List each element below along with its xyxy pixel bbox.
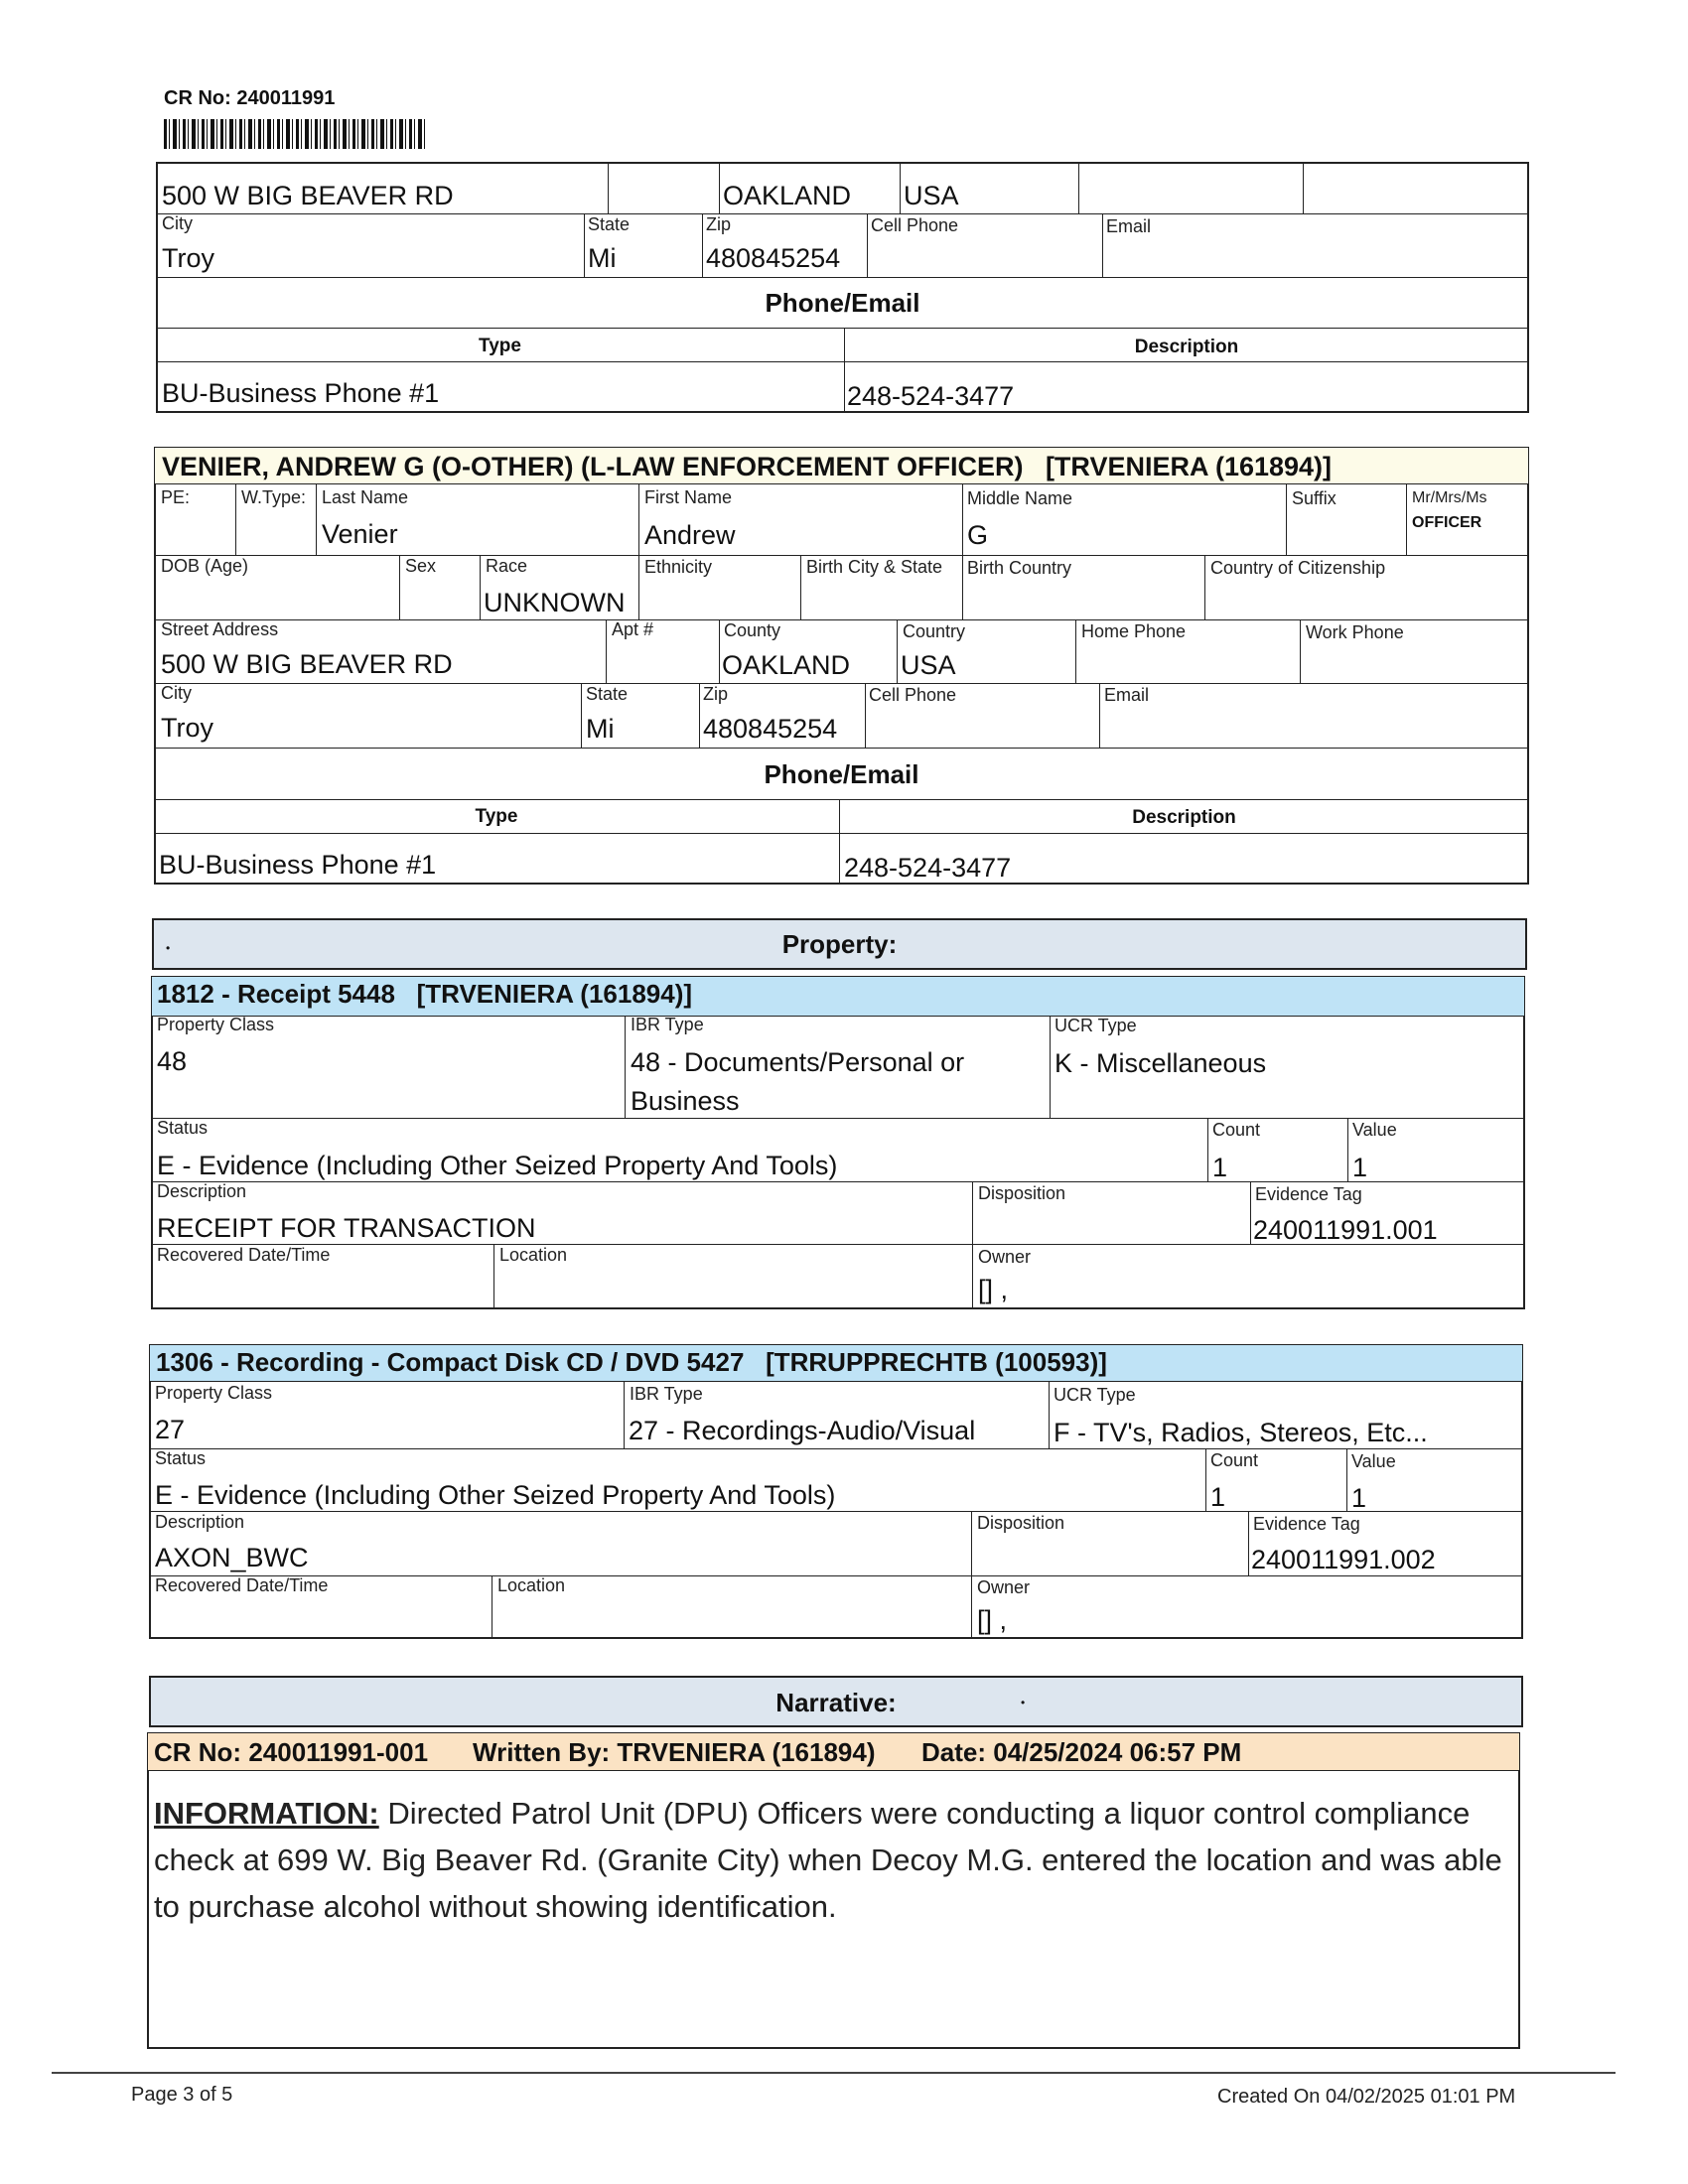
- property-item-1: [151, 976, 1525, 1309]
- item1-owner: [] ,: [978, 1275, 1009, 1304]
- p2-city-label: City: [161, 683, 192, 703]
- p2-last-name: Venier: [322, 519, 398, 549]
- p1-state: Mi: [588, 243, 617, 273]
- item2-owner-label: Owner: [977, 1577, 1031, 1597]
- item1-status-label: Status: [157, 1118, 209, 1138]
- p2-citizenship-label: Country of Citizenship: [1210, 558, 1386, 578]
- p2-home-phone-label: Home Phone: [1081, 621, 1187, 641]
- p1-street-address: 500 W BIG BEAVER RD: [162, 181, 454, 210]
- item2-disposition-label: Disposition: [977, 1513, 1065, 1533]
- narrative-cr-no: CR No: 240011991-001: [154, 1737, 429, 1767]
- cr-number: CR No: 240011991: [164, 87, 336, 109]
- item1-description: RECEIPT FOR TRANSACTION: [157, 1213, 536, 1243]
- item1-status: E - Evidence (Including Other Seized Property And Tools): [157, 1151, 838, 1180]
- item2-evidence-tag: 240011991.002: [1251, 1545, 1436, 1574]
- item1-ibr-type-label: IBR Type: [631, 1015, 704, 1034]
- p1-county: OAKLAND: [723, 181, 852, 210]
- p1-zip: 480845254: [706, 243, 841, 273]
- p2-first-name: Andrew: [644, 520, 736, 550]
- item1-property-class: 48: [157, 1046, 188, 1076]
- created-on: Created On 04/02/2025 01:01 PM: [1217, 2086, 1516, 2108]
- property-section-title: Property:: [781, 929, 898, 959]
- p2-type-header: Type: [475, 806, 518, 827]
- property-item-1-title: 1812 - Receipt 5448 [TRVENIERA (161894)]: [157, 979, 693, 1009]
- item2-description: AXON_BWC: [155, 1543, 309, 1572]
- item2-status-label: Status: [155, 1448, 207, 1468]
- item1-value: 1: [1352, 1153, 1368, 1182]
- p1-state-label: State: [588, 214, 631, 234]
- p2-zip: 480845254: [703, 714, 838, 744]
- p2-street-address: 500 W BIG BEAVER RD: [161, 649, 453, 679]
- p2-phone-email-title: Phone/Email: [764, 759, 919, 789]
- item2-ibr-type-label: IBR Type: [630, 1384, 703, 1404]
- page-number: Page 3 of 5: [131, 2084, 233, 2106]
- item2-ucr-type: F - TV's, Radios, Stereos, Etc...: [1054, 1418, 1428, 1447]
- p2-city: Troy: [161, 713, 213, 743]
- p2-first-name-label: First Name: [644, 487, 733, 507]
- p1-phone-number: 248-524-3477: [847, 381, 1015, 411]
- property-bullet: •: [166, 941, 171, 955]
- narrative-bullet: •: [1021, 1696, 1026, 1709]
- p2-birth-country-label: Birth Country: [967, 558, 1072, 578]
- item1-value-label: Value: [1352, 1120, 1397, 1140]
- p1-country: USA: [904, 181, 959, 210]
- p2-country: USA: [901, 650, 956, 680]
- item2-ucr-type-label: UCR Type: [1054, 1385, 1136, 1405]
- barcode: [164, 119, 427, 149]
- item1-disposition-label: Disposition: [978, 1183, 1066, 1203]
- p1-city-label: City: [162, 213, 193, 233]
- p1-phone-email-title: Phone/Email: [765, 288, 920, 318]
- footer-divider: [52, 2072, 1616, 2074]
- narrative-heading: INFORMATION:: [154, 1796, 379, 1831]
- item2-status: E - Evidence (Including Other Seized Property And Tools): [155, 1480, 836, 1510]
- narrative-date: Date: 04/25/2024 06:57 PM: [921, 1737, 1242, 1767]
- p2-race-label: Race: [486, 556, 528, 576]
- item2-property-class-label: Property Class: [155, 1383, 273, 1403]
- person2-title: VENIER, ANDREW G (O-OTHER) (L-LAW ENFORCEMENT OFFICER) [TRVENIERA (161894)]: [162, 452, 1333, 481]
- item2-description-label: Description: [155, 1512, 245, 1532]
- item2-owner: [] ,: [977, 1605, 1008, 1635]
- p1-cell-label: Cell Phone: [871, 215, 959, 235]
- item1-evidence-tag-label: Evidence Tag: [1255, 1184, 1362, 1204]
- item1-recovered-label: Recovered Date/Time: [157, 1245, 331, 1265]
- p2-street-label: Street Address: [161, 619, 279, 639]
- p1-type-header: Type: [479, 336, 521, 356]
- p2-county: OAKLAND: [722, 650, 851, 680]
- item2-recovered-label: Recovered Date/Time: [155, 1575, 329, 1595]
- p2-last-name-label: Last Name: [322, 487, 409, 507]
- item1-description-label: Description: [157, 1181, 247, 1201]
- p1-email-label: Email: [1106, 216, 1152, 236]
- item2-ibr-type-line1: 27 - Recordings-Audio/Visual: [629, 1416, 976, 1445]
- p2-middle-name: G: [967, 520, 989, 550]
- item1-ucr-type: K - Miscellaneous: [1055, 1048, 1267, 1078]
- p2-cell-label: Cell Phone: [869, 685, 957, 705]
- item1-owner-label: Owner: [978, 1247, 1032, 1267]
- item1-ibr-type-line1: 48 - Documents/Personal or: [631, 1047, 965, 1077]
- item2-value-label: Value: [1351, 1451, 1396, 1471]
- item2-value: 1: [1351, 1483, 1367, 1513]
- item2-location-label: Location: [497, 1575, 566, 1595]
- p2-sex-label: Sex: [405, 556, 437, 576]
- item2-evidence-tag-label: Evidence Tag: [1253, 1514, 1360, 1534]
- p1-phone-type: BU-Business Phone #1: [162, 378, 440, 408]
- p1-city: Troy: [162, 243, 214, 273]
- p2-title-value: OFFICER: [1412, 514, 1482, 531]
- item2-count-label: Count: [1210, 1450, 1259, 1470]
- p2-birth-city-label: Birth City & State: [806, 557, 943, 577]
- p2-race: UNKNOWN: [484, 588, 626, 617]
- p2-county-label: County: [724, 620, 781, 640]
- narrative-body: Directed Patrol Unit (DPU) Officers were conducting a liquor control compliance check at 699 W. Big Beaver Rd. (Granite City) when Decoy M.G. entered the location and was able to purchase alcohol without showing identification.: [154, 1796, 1502, 1924]
- p2-pe-label: PE:: [161, 487, 191, 507]
- p2-email-label: Email: [1104, 685, 1150, 705]
- p2-wtype-label: W.Type:: [241, 487, 307, 507]
- p2-state-label: State: [586, 684, 629, 704]
- p2-dob-label: DOB (Age): [161, 556, 249, 576]
- item2-property-class: 27: [155, 1415, 186, 1444]
- p2-country-label: Country: [903, 621, 966, 641]
- p1-description-header: Description: [1134, 337, 1239, 357]
- narrative-text: [154, 1790, 1514, 1930]
- p2-description-header: Description: [1132, 807, 1236, 828]
- property-item-2-title: 1306 - Recording - Compact Disk CD / DVD 5427 [TRRUPPRECHTB (100593)]: [156, 1347, 1107, 1377]
- p2-suffix-label: Suffix: [1292, 488, 1336, 508]
- p2-mr-mrs-label: Mr/Mrs/Ms: [1412, 489, 1487, 506]
- p1-zip-label: Zip: [706, 214, 732, 234]
- p2-apt-label: Apt #: [612, 619, 654, 639]
- narrative-section-title: Narrative:: [775, 1688, 897, 1717]
- p2-phone-number: 248-524-3477: [844, 853, 1012, 883]
- p2-state: Mi: [586, 714, 615, 744]
- item1-location-label: Location: [499, 1245, 568, 1265]
- p2-work-phone-label: Work Phone: [1306, 622, 1404, 642]
- item1-ucr-type-label: UCR Type: [1055, 1016, 1137, 1035]
- p2-zip-label: Zip: [703, 684, 729, 704]
- item1-count: 1: [1212, 1153, 1228, 1182]
- narrative-written-by: Written By: TRVENIERA (161894): [473, 1737, 876, 1767]
- item1-property-class-label: Property Class: [157, 1015, 275, 1034]
- item2-count: 1: [1210, 1482, 1226, 1512]
- p2-phone-type: BU-Business Phone #1: [159, 850, 437, 880]
- p2-ethnicity-label: Ethnicity: [644, 557, 713, 577]
- p2-middle-name-label: Middle Name: [967, 488, 1073, 508]
- item1-ibr-type-line2: Business: [631, 1086, 740, 1116]
- item1-evidence-tag: 240011991.001: [1253, 1215, 1438, 1245]
- item1-count-label: Count: [1212, 1120, 1261, 1140]
